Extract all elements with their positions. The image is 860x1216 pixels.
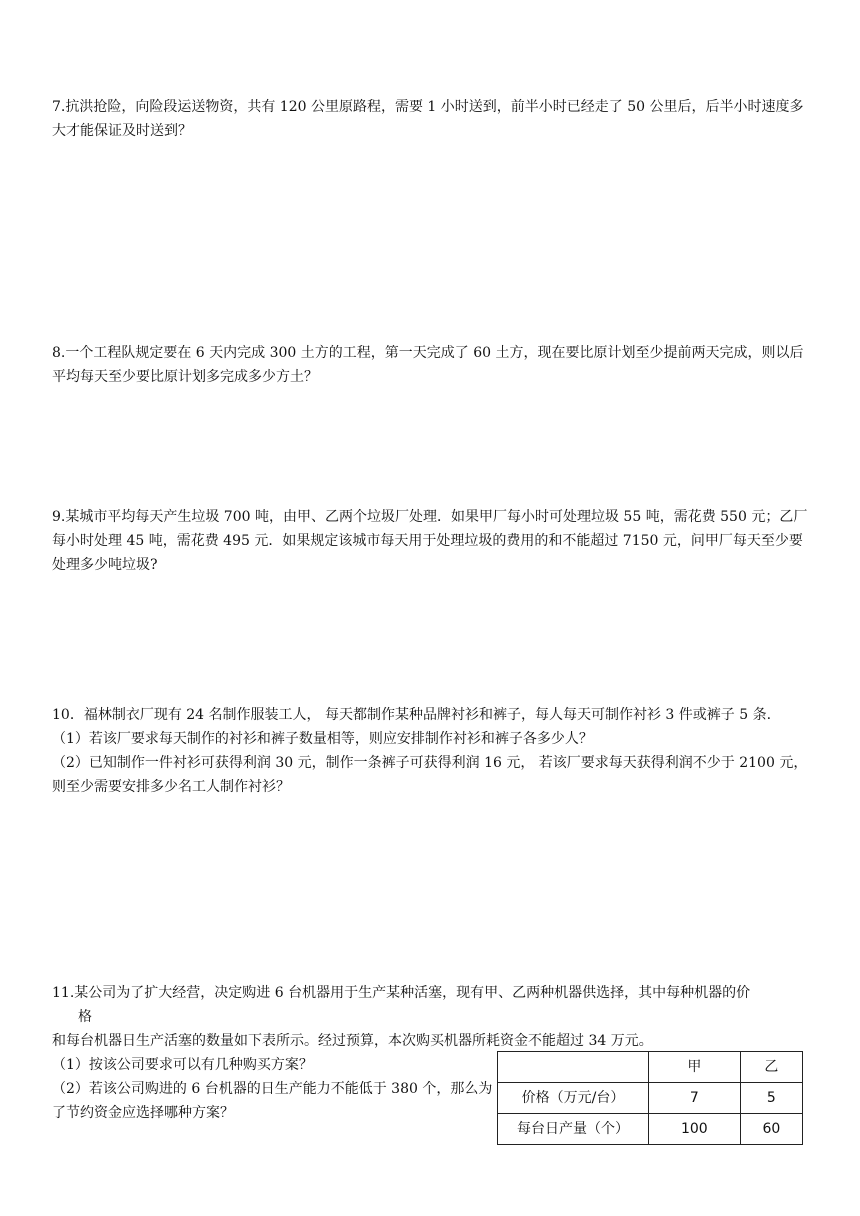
problem-11-line-2: 和每台机器日生产活塞的数量如下表所示。经过预算，本次购买机器所耗资金不能超过 34 万元。	[52, 1033, 653, 1049]
table-corner-cell	[498, 1052, 649, 1083]
problem-10	[52, 703, 812, 799]
table-header-jia: 甲	[649, 1052, 741, 1083]
problem-10-question-1: （1）若该厂要求每天制作的衬衫和裤子数量相等，则应安排制作衬衫和裤子各多少人？	[52, 731, 593, 747]
problem-10-question-2: （2）已知制作一件衬衫可获得利润 30 元，制作一条裤子可获得利润 16 元， 若该厂要求每天获得利润不少于 2100 元，则至少需要安排多少名工人制作衬衫？	[52, 755, 808, 795]
problem-11-line-1-wrap: 格	[78, 1009, 92, 1025]
problem-7-text: 7.抗洪抢险，向险段运送物资，共有 120 公里原路程，需要 1 小时送到，前半小时已经走了 50 公里后，后半小时速度多大才能保证及时送到？	[52, 99, 804, 139]
table-cell-yi: 5	[740, 1083, 802, 1114]
table-row-label: 价格（万元/台）	[498, 1083, 649, 1114]
problem-9	[52, 505, 812, 577]
table-header-yi: 乙	[740, 1052, 802, 1083]
problem-10-intro: 10．福林制衣厂现有 24 名制作服装工人， 每天都制作某种品牌衬衫和裤子，每人每天可制作衬衫 3 件或裤子 5 条.	[52, 707, 772, 723]
table-row	[498, 1083, 803, 1114]
problem-11-question-1: （1）按该公司要求可以有几种购买方案？	[52, 1057, 313, 1073]
table-cell-jia: 7	[649, 1083, 741, 1114]
problem-11-question-2: （2）若该公司购进的 6 台机器的日生产能力不能低于 380 个，那么为了节约资金应选择哪种方案？	[52, 1081, 493, 1121]
table-row	[498, 1114, 803, 1145]
table-cell-yi: 60	[740, 1114, 802, 1145]
problem-11-line-1: 11.某公司为了扩大经营，决定购进 6 台机器用于生产某种活塞，现有甲、乙两种机器供选择，其中每种机器的价	[52, 985, 751, 1001]
problem-9-text: 9.某城市平均每天产生垃圾 700 吨，由甲、乙两个垃圾厂处理．如果甲厂每小时可处理垃圾 55 吨，需花费 550 元；乙厂每小时处理 45 吨，需花费 495 元．如果规定该城市每天用于处理垃圾的费用的和不能超过 7150 元，问甲厂每天至少要处理多少吨垃圾?	[52, 509, 808, 573]
machine-comparison-table	[497, 1051, 803, 1145]
problem-7	[52, 95, 812, 143]
table-header-row	[498, 1052, 803, 1083]
table-row-label: 每台日产量（个）	[498, 1114, 649, 1145]
problem-8	[52, 341, 812, 389]
table-cell-jia: 100	[649, 1114, 741, 1145]
problem-8-text: 8.一个工程队规定要在 6 天内完成 300 土方的工程，第一天完成了 60 土方，现在要比原计划至少提前两天完成，则以后平均每天至少要比原计划多完成多少方土？	[52, 345, 804, 385]
